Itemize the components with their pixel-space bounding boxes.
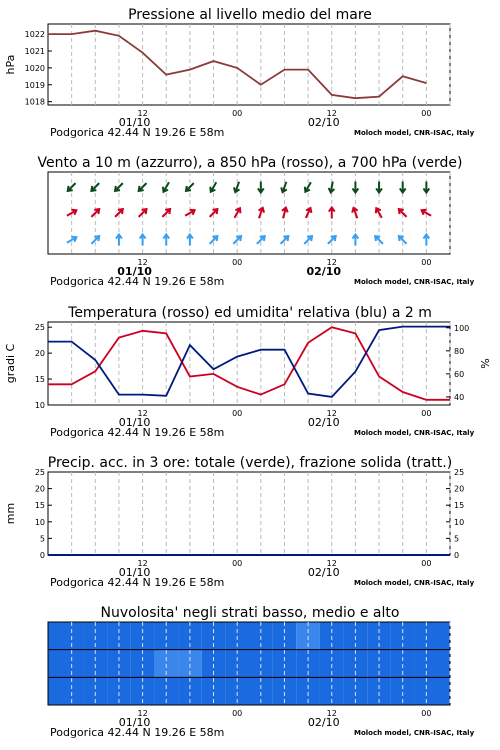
cloud-title: Nuvolosita' negli strati basso, medio e alto [100, 605, 400, 621]
wind-arrow [281, 182, 287, 192]
cloud-cells [48, 622, 450, 705]
panel-pressure [4, 7, 475, 139]
wind-model-credit: Moloch model, CNR-ISAC, Italy [354, 278, 475, 286]
precip-ytick-label: 25 [34, 468, 45, 477]
precip-xtick-label: 00 [421, 559, 432, 568]
precip-xtick-label: 00 [232, 559, 243, 568]
pressure-date-label: 02/10 [307, 116, 340, 129]
cloud-model-credit: Moloch model, CNR-ISAC, Italy [354, 729, 475, 737]
precip-ytick-label: 0 [39, 551, 45, 560]
wind-xtick-label: 00 [232, 258, 243, 267]
temperature-ytick-label: 25 [34, 323, 45, 333]
humidity-ytick-label: 60 [454, 369, 465, 379]
cloud-xtick-label: 00 [232, 709, 243, 718]
wind-arrow [400, 182, 406, 193]
wind-xtick-label: 00 [421, 258, 432, 267]
wind-arrow [352, 182, 358, 193]
panel-temperature [4, 305, 492, 439]
precip-date-label: 01/10 [118, 566, 151, 579]
temperature-model-credit: Moloch model, CNR-ISAC, Italy [354, 429, 475, 437]
wind-frame [48, 172, 450, 254]
temperature-xtick-label: 00 [421, 409, 432, 418]
pressure-ytick-label: 1021 [24, 47, 45, 56]
cloud-cell [48, 622, 83, 650]
wind-arrow [423, 182, 429, 193]
precip-model-credit: Moloch model, CNR-ISAC, Italy [354, 579, 475, 587]
humidity-ylabel: % [479, 358, 492, 369]
temperature-frame [48, 322, 450, 405]
pressure-frame [48, 24, 450, 105]
wind-arrow [163, 235, 169, 246]
precip-ytick-label-right: 15 [454, 501, 465, 511]
cloud-cell [48, 677, 83, 705]
wind-arrow [91, 183, 99, 191]
wind-location: Podgorica 42.44 N 19.26 E 58m [50, 275, 225, 288]
cloud-xtick-label: 12 [326, 709, 337, 718]
humidity-line [48, 327, 450, 397]
pressure-ytick-label: 1020 [24, 63, 45, 73]
wind-arrow [163, 182, 169, 192]
precip-ytick-label: 10 [34, 517, 45, 527]
precip-ytick-label: 20 [34, 484, 45, 494]
temperature-ytick-label: 10 [34, 401, 45, 410]
wind-arrow [140, 235, 146, 246]
cloud-date-label: 01/10 [118, 716, 151, 729]
temperature-xtick-label: 12 [137, 409, 148, 418]
temperature-xtick-label: 12 [326, 409, 337, 418]
pressure-xtick-label: 00 [421, 109, 432, 118]
temperature-ytick-label: 20 [34, 349, 45, 359]
pressure-xtick-label: 12 [137, 109, 148, 118]
panel-cloud [48, 605, 475, 739]
pressure-ytick-label: 1019 [24, 80, 45, 90]
precip-date-label: 02/10 [307, 566, 340, 579]
temperature-ytick-label: 15 [34, 375, 45, 385]
humidity-ytick-label: 80 [454, 346, 465, 356]
pressure-date-label: 01/10 [118, 116, 151, 129]
wind-xtick-label: 12 [326, 258, 337, 267]
wind-arrow [234, 182, 240, 192]
humidity-ytick-label: 100 [454, 323, 470, 333]
wind-arrow [67, 237, 77, 243]
panel-precip [4, 455, 475, 589]
precip-ytick-label-right: 0 [454, 551, 460, 560]
wind-arrow [116, 235, 122, 246]
precip-xtick-label: 12 [137, 559, 148, 568]
temperature-date-label: 01/10 [118, 416, 151, 429]
cloud-location: Podgorica 42.44 N 19.26 E 58m [50, 726, 225, 739]
pressure-ylabel: hPa [4, 54, 17, 75]
wind-arrow [258, 182, 264, 193]
precip-ytick-label-right: 25 [454, 468, 465, 477]
wind-date-label: 01/10 [117, 265, 152, 278]
precip-title: Precip. acc. in 3 ore: totale (verde), frazione solida (tratt.) [47, 455, 453, 471]
wind-arrow [186, 183, 194, 191]
temperature-line [48, 327, 450, 400]
precip-ytick-label-right: 5 [454, 534, 460, 544]
pressure-title: Pressione al livello medio del mare [128, 7, 372, 23]
wind-arrow [68, 183, 76, 191]
cloud-cell [48, 650, 83, 678]
wind-arrow [329, 182, 335, 193]
wind-arrow [352, 235, 358, 246]
cloud-xtick-label: 00 [421, 709, 432, 718]
temperature-location: Podgorica 42.44 N 19.26 E 58m [50, 426, 225, 439]
cloud-cell [415, 650, 450, 678]
wind-arrow [305, 182, 311, 192]
pressure-xtick-label: 12 [326, 109, 337, 118]
pressure-xtick-label: 00 [232, 109, 243, 118]
pressure-location: Podgorica 42.44 N 19.26 E 58m [50, 126, 225, 139]
precip-ytick-label: 5 [39, 534, 45, 544]
temperature-date-label: 02/10 [307, 416, 340, 429]
cloud-cell [415, 677, 450, 705]
wind-xtick-label: 12 [137, 258, 148, 267]
pressure-ytick-label: 1022 [24, 30, 45, 40]
wind-arrow [329, 208, 335, 219]
panel-wind [37, 155, 474, 288]
cloud-date-label: 02/10 [307, 716, 340, 729]
wind-arrow [376, 182, 382, 193]
temperature-ylabel: gradi C [4, 343, 17, 384]
wind-arrow [115, 183, 123, 191]
precip-ytick-label-right: 20 [454, 484, 465, 494]
wind-arrow [423, 235, 429, 246]
cloud-xtick-label: 12 [137, 709, 148, 718]
pressure-ytick-label: 1018 [24, 97, 45, 107]
temperature-xtick-label: 00 [232, 409, 243, 418]
wind-arrow [139, 183, 147, 191]
precip-location: Podgorica 42.44 N 19.26 E 58m [50, 576, 225, 589]
cloud-cell [415, 622, 450, 650]
wind-title: Vento a 10 m (azzurro), a 850 hPa (rosso), a 700 hPa (verde) [37, 155, 463, 171]
precip-frame [48, 472, 450, 555]
pressure-model-credit: Moloch model, CNR-ISAC, Italy [354, 129, 475, 137]
wind-date-label: 02/10 [306, 265, 342, 278]
wind-arrow [210, 182, 216, 192]
precip-xtick-label: 12 [326, 559, 337, 568]
precip-ytick-label: 15 [34, 501, 45, 511]
precip-ylabel: mm [4, 502, 17, 525]
wind-arrow [187, 235, 193, 246]
humidity-ytick-label: 40 [454, 392, 465, 402]
precip-ytick-label-right: 10 [454, 517, 465, 527]
temperature-title: Temperatura (rosso) ed umidita' relativa (blu) a 2 m [68, 305, 432, 321]
